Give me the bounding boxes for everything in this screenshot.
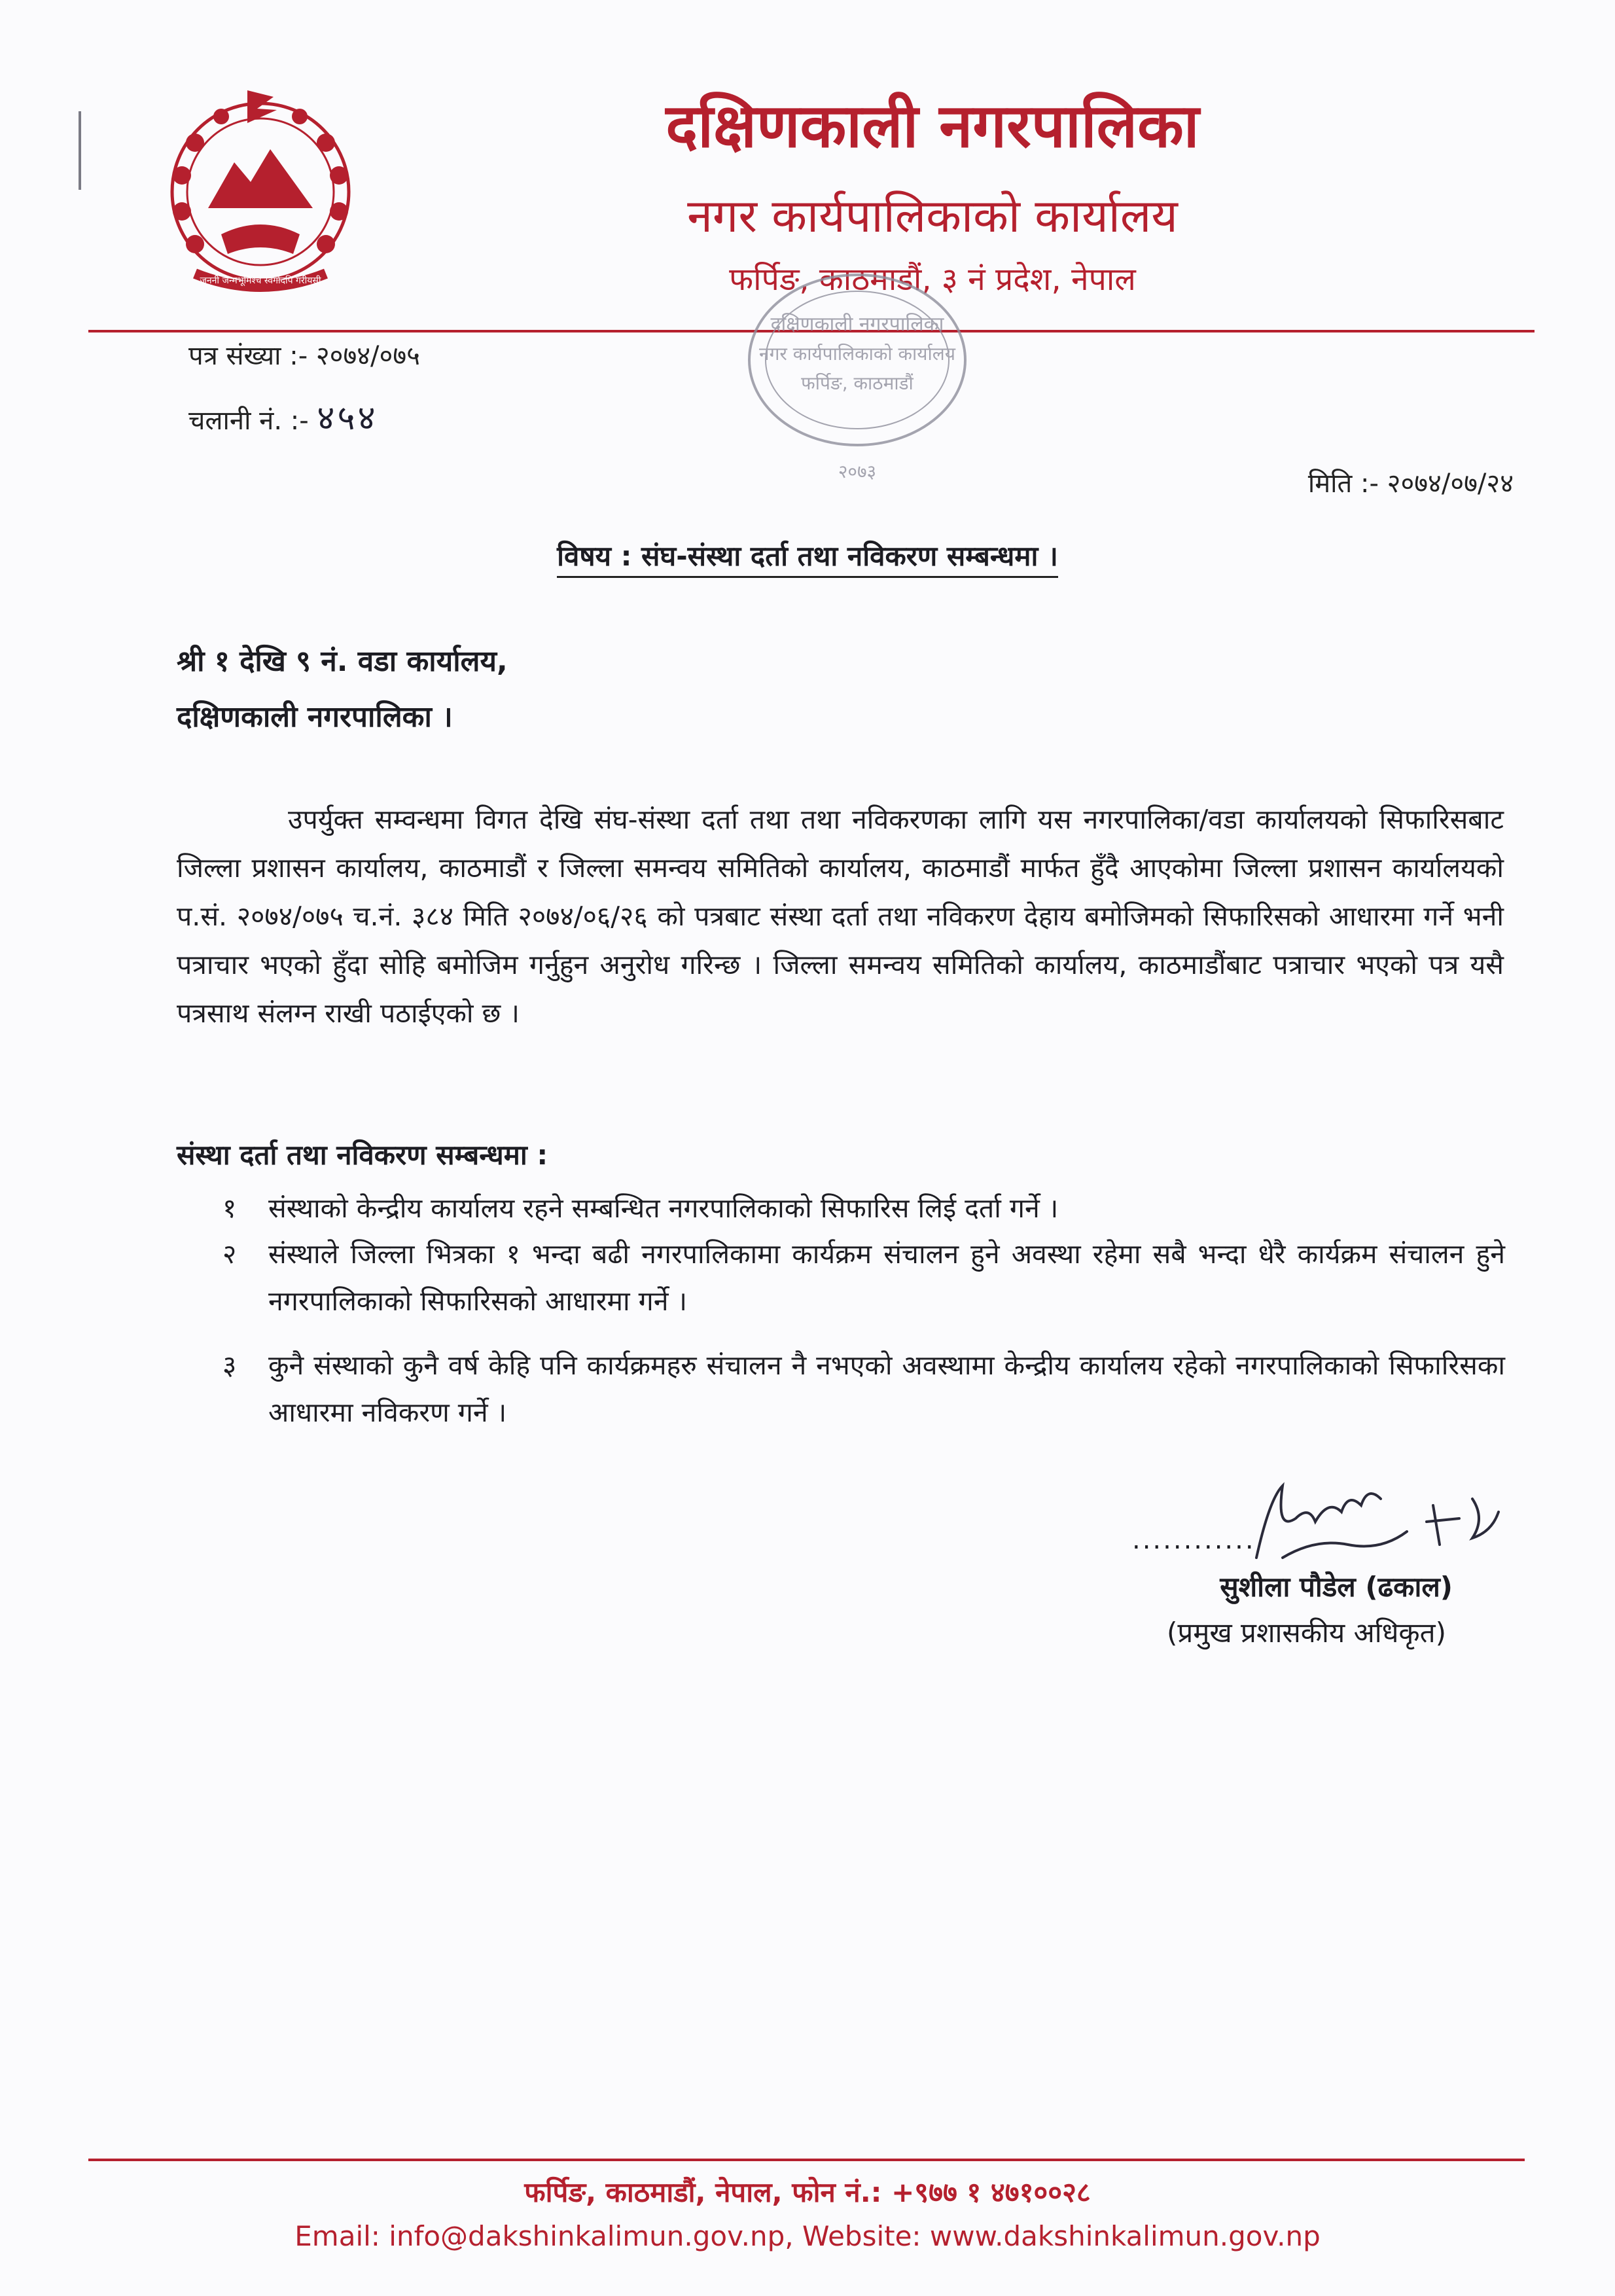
subject-text: संघ-संस्था दर्ता तथा नविकरण सम्बन्धमा । — [641, 540, 1058, 572]
seal-line-1: दक्षिणकाली नगरपालिका — [770, 313, 944, 336]
handwritten-signature — [1237, 1460, 1525, 1577]
dispatch-number — [188, 398, 378, 439]
office-name: नगर कार्यपालिकाको कार्यालय — [687, 189, 1178, 243]
list-item-number: ३ — [222, 1350, 237, 1381]
seal-line-3: फर्पिङ, काठमाडौं — [801, 372, 914, 394]
list-item — [222, 1185, 1505, 1232]
list-item-number: १ — [222, 1193, 237, 1224]
body-paragraph: उपर्युक्त सम्वन्धमा विगत देखि संघ-संस्था दर्ता तथा तथा नविकरणका लागि यस नगरपालिका/वडा कार्यालयको सिफारिसबाट जिल्ला प्रशासन कार्यालय, काठमाडौं र जिल्ला समन्वय समितिको कार्यालय, काठमाडौं मार्फत हुँदै आएकोमा जिल्ला प्रशासन कार्यालयको प.सं. २०७४/०७५ च.नं. ३८४ मिति २०७४/०६/२६ को पत्रबाट संस्था दर्ता तथा नविकरण देहाय बमोजिमको सिफारिसको आधारमा गर्ने भनी पत्राचार भएको हुँदा सोहि बमोजिम गर्नुहुन अनुरोध गरिन्छ । जिल्ला समन्वय समितिको कार्यालय, काठमाडौंबाट पत्राचार भएको पत्र यसै पत्रसाथ संलग्न राखी पठाईएको छ । — [177, 804, 1504, 1029]
letter-date — [1308, 468, 1514, 499]
signature-dots: ............ — [1132, 1525, 1256, 1555]
seal-line-2: नगर कार्यपालिकाको कार्यालय — [759, 343, 955, 365]
list-item-text: संस्थाले जिल्ला भित्रका १ भन्दा बढी नगरपालिकामा कार्यक्रम संचालन हुने अवस्था रहेमा सबै भन्दा धेरै कार्यक्रम संचालन हुने नगरपालिकाको सिफारिसको आधारमा गर्ने । — [268, 1238, 1505, 1317]
section-title: संस्था दर्ता तथा नविकरण सम्बन्धमा : — [177, 1139, 548, 1171]
addressee-line-2: दक्षिणकाली नगरपालिका । — [177, 700, 453, 734]
seal-year: २०७३ — [838, 461, 877, 482]
dispatch-label: चलानी नं. :- — [188, 406, 309, 436]
subject-label: विषय : — [557, 540, 632, 572]
scan-margin-mark — [79, 111, 81, 190]
emblem-motto: जननी जन्मभूमिश्च स्वर्गादपि गरीयसी — [200, 276, 321, 286]
date-label: मिति :- — [1307, 469, 1379, 499]
office-address: फर्पिङ, काठमाडौं, ३ नं प्रदेश, नेपाल — [729, 261, 1136, 298]
addressee-line-1: श्री १ देखि ९ नं. वडा कार्यालय, — [177, 645, 508, 678]
list-item-text: कुनै संस्थाको कुनै वर्ष केहि पनि कार्यक्रमहरु संचालन नै नभएको अवस्थामा केन्द्रीय कार्यालय रहेको नगरपालिकाको सिफारिसका आधारमा नविकरण गर्ने । — [268, 1350, 1505, 1428]
footer-email-website: Email: info@dakshinkalimun.gov.np, Website: www.dakshinkalimun.gov.np — [294, 2220, 1321, 2252]
signatory-title: (प्रमुख प्रशासकीय अधिकृत) — [1166, 1617, 1446, 1649]
list-item — [222, 1342, 1505, 1436]
footer-address-phone: फर्पिङ, काठमाडौं, नेपाल, फोन नं.: +९७७ १ ४७१००२८ — [524, 2176, 1091, 2208]
footer-divider — [88, 2159, 1525, 2161]
reference-label: पत्र संख्या :- — [188, 341, 308, 371]
office-seal-stamp — [726, 262, 988, 497]
reference-value: २०७४/०७५ — [315, 341, 420, 371]
organization-name: दक्षिणकाली नगरपालिका — [666, 91, 1199, 161]
nepal-emblem-icon — [156, 84, 365, 293]
list-item — [222, 1230, 1505, 1325]
list-item-number: २ — [222, 1238, 237, 1270]
list-item-text: संस्थाको केन्द्रीय कार्यालय रहने सम्बन्धित नगरपालिकाको सिफारिस लिई दर्ता गर्ने । — [268, 1193, 1059, 1224]
dispatch-value: ४५४ — [317, 399, 378, 438]
reference-number — [188, 340, 420, 372]
date-value: २०७४/०७/२४ — [1387, 469, 1514, 499]
subject-line — [0, 537, 1615, 574]
signatory-name: सुशीला पौडेल (ढकाल) — [1220, 1571, 1453, 1603]
